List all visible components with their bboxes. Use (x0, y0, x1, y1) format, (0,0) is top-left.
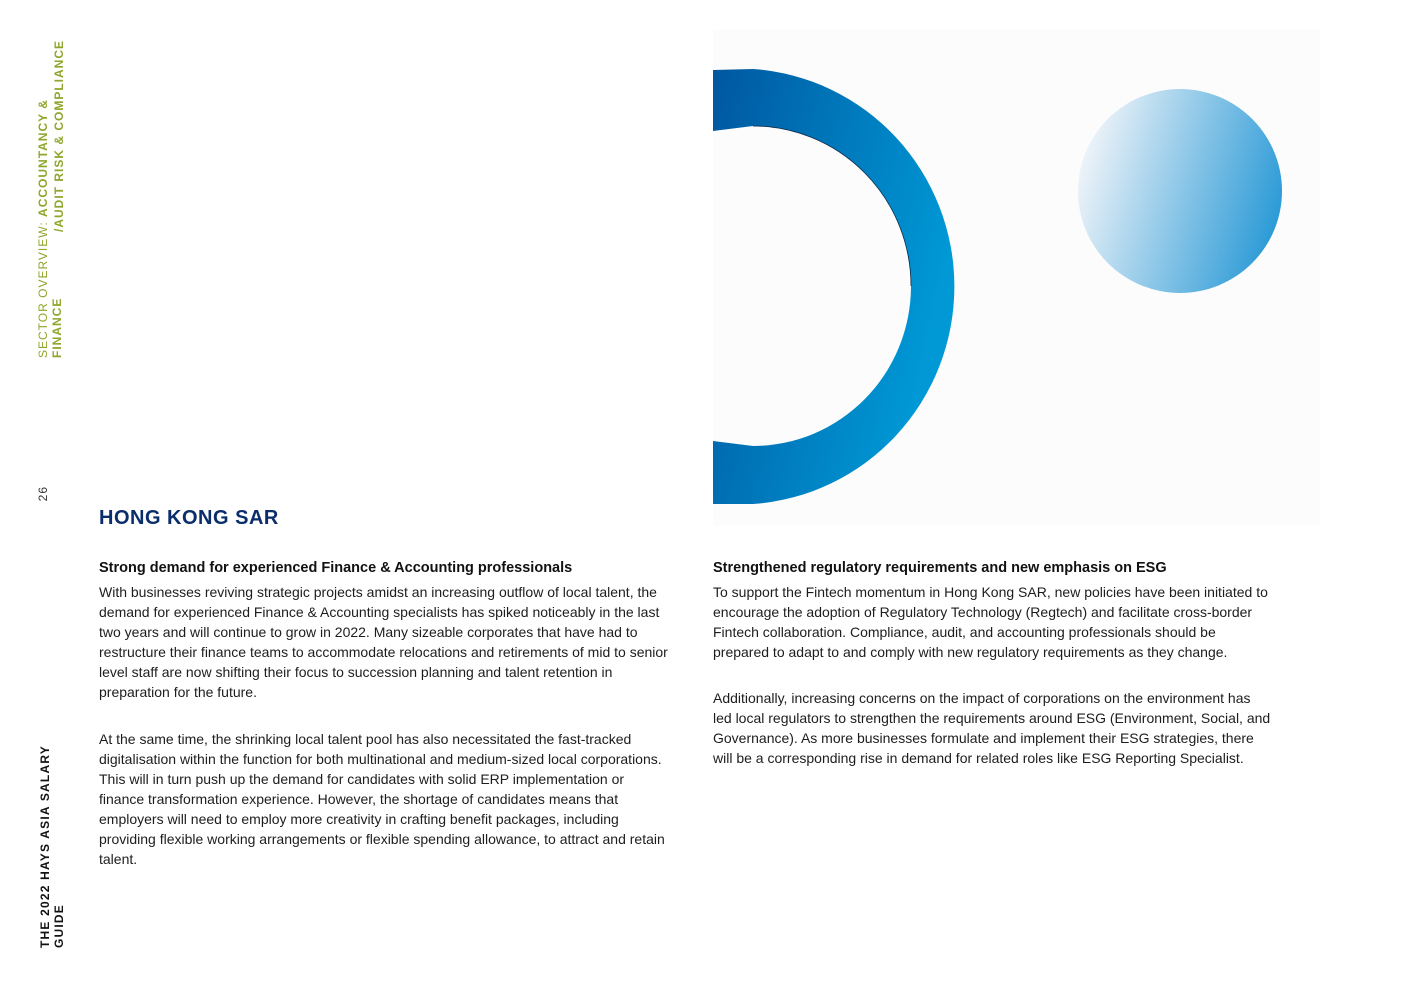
left-paragraph-2: At the same time, the shrinking local talent pool has also necessitated the fast-tracked digitalisation within the function for both multinational and medium-sized local corporations. This will in turn push up the demand for candidates with solid ERP implementation or finance transformation experience. However, the shortage of candidates means that employers will need to employ more creativity in crafting benefit packages, including providing flexible working arrangements or flexible spending allowance, to attract and retain talent. (99, 731, 665, 867)
page-number: 26 (36, 486, 50, 502)
right-column (713, 558, 1273, 768)
right-subheading: Strengthened regulatory requirements and new emphasis on ESG (713, 560, 1167, 576)
sector-prefix: SECTOR OVERVIEW: (36, 216, 50, 358)
right-paragraph-1: To support the Fintech momentum in Hong Kong SAR, new policies have been initiated to encourage the adoption of Regulatory Technology (Regtech) and facilitate cross-border Fintech collaboration. Compliance, audit, and accounting professionals should be prepared to adapt to and comply with new regulatory requirements as they change. (713, 584, 1268, 660)
left-paragraph-1: With businesses reviving strategic projects amidst an increasing outflow of local talent, the demand for experienced Finance & Accounting specialists has spiked noticeably in the last two years and will continue to grow in 2022. Many sizeable corporates that have had to restructure their finance teams to accommodate relocations and retirements of mid to senior level staff are now shifting their focus to succession planning and talent retention in preparation for the future. (99, 584, 668, 700)
guide-title: THE 2022 HAYS ASIA SALARY GUIDE (38, 745, 66, 948)
right-paragraph-2: Additionally, increasing concerns on the impact of corporations on the environment has led local regulators to strengthen the requirements around ESG (Environment, Social, and Governance). As more businesses formulate and implement their ESG strategies, there will be a corresponding rise in demand for related roles like ESG Reporting Specialist. (713, 690, 1271, 766)
decorative-graphic (713, 30, 1320, 526)
gradient-circle (1078, 89, 1282, 293)
sector-name-line2: /AUDIT RISK & COMPLIANCE (52, 40, 66, 232)
page-title: HONG KONG SAR (99, 507, 279, 529)
left-column (99, 558, 669, 869)
blue-arc-shape (713, 69, 954, 504)
sector-overview-label (36, 40, 68, 360)
left-subheading: Strong demand for experienced Finance & Accounting professionals (99, 560, 573, 576)
sector-name: ACCOUNTANCY & FINANCE (36, 99, 64, 358)
